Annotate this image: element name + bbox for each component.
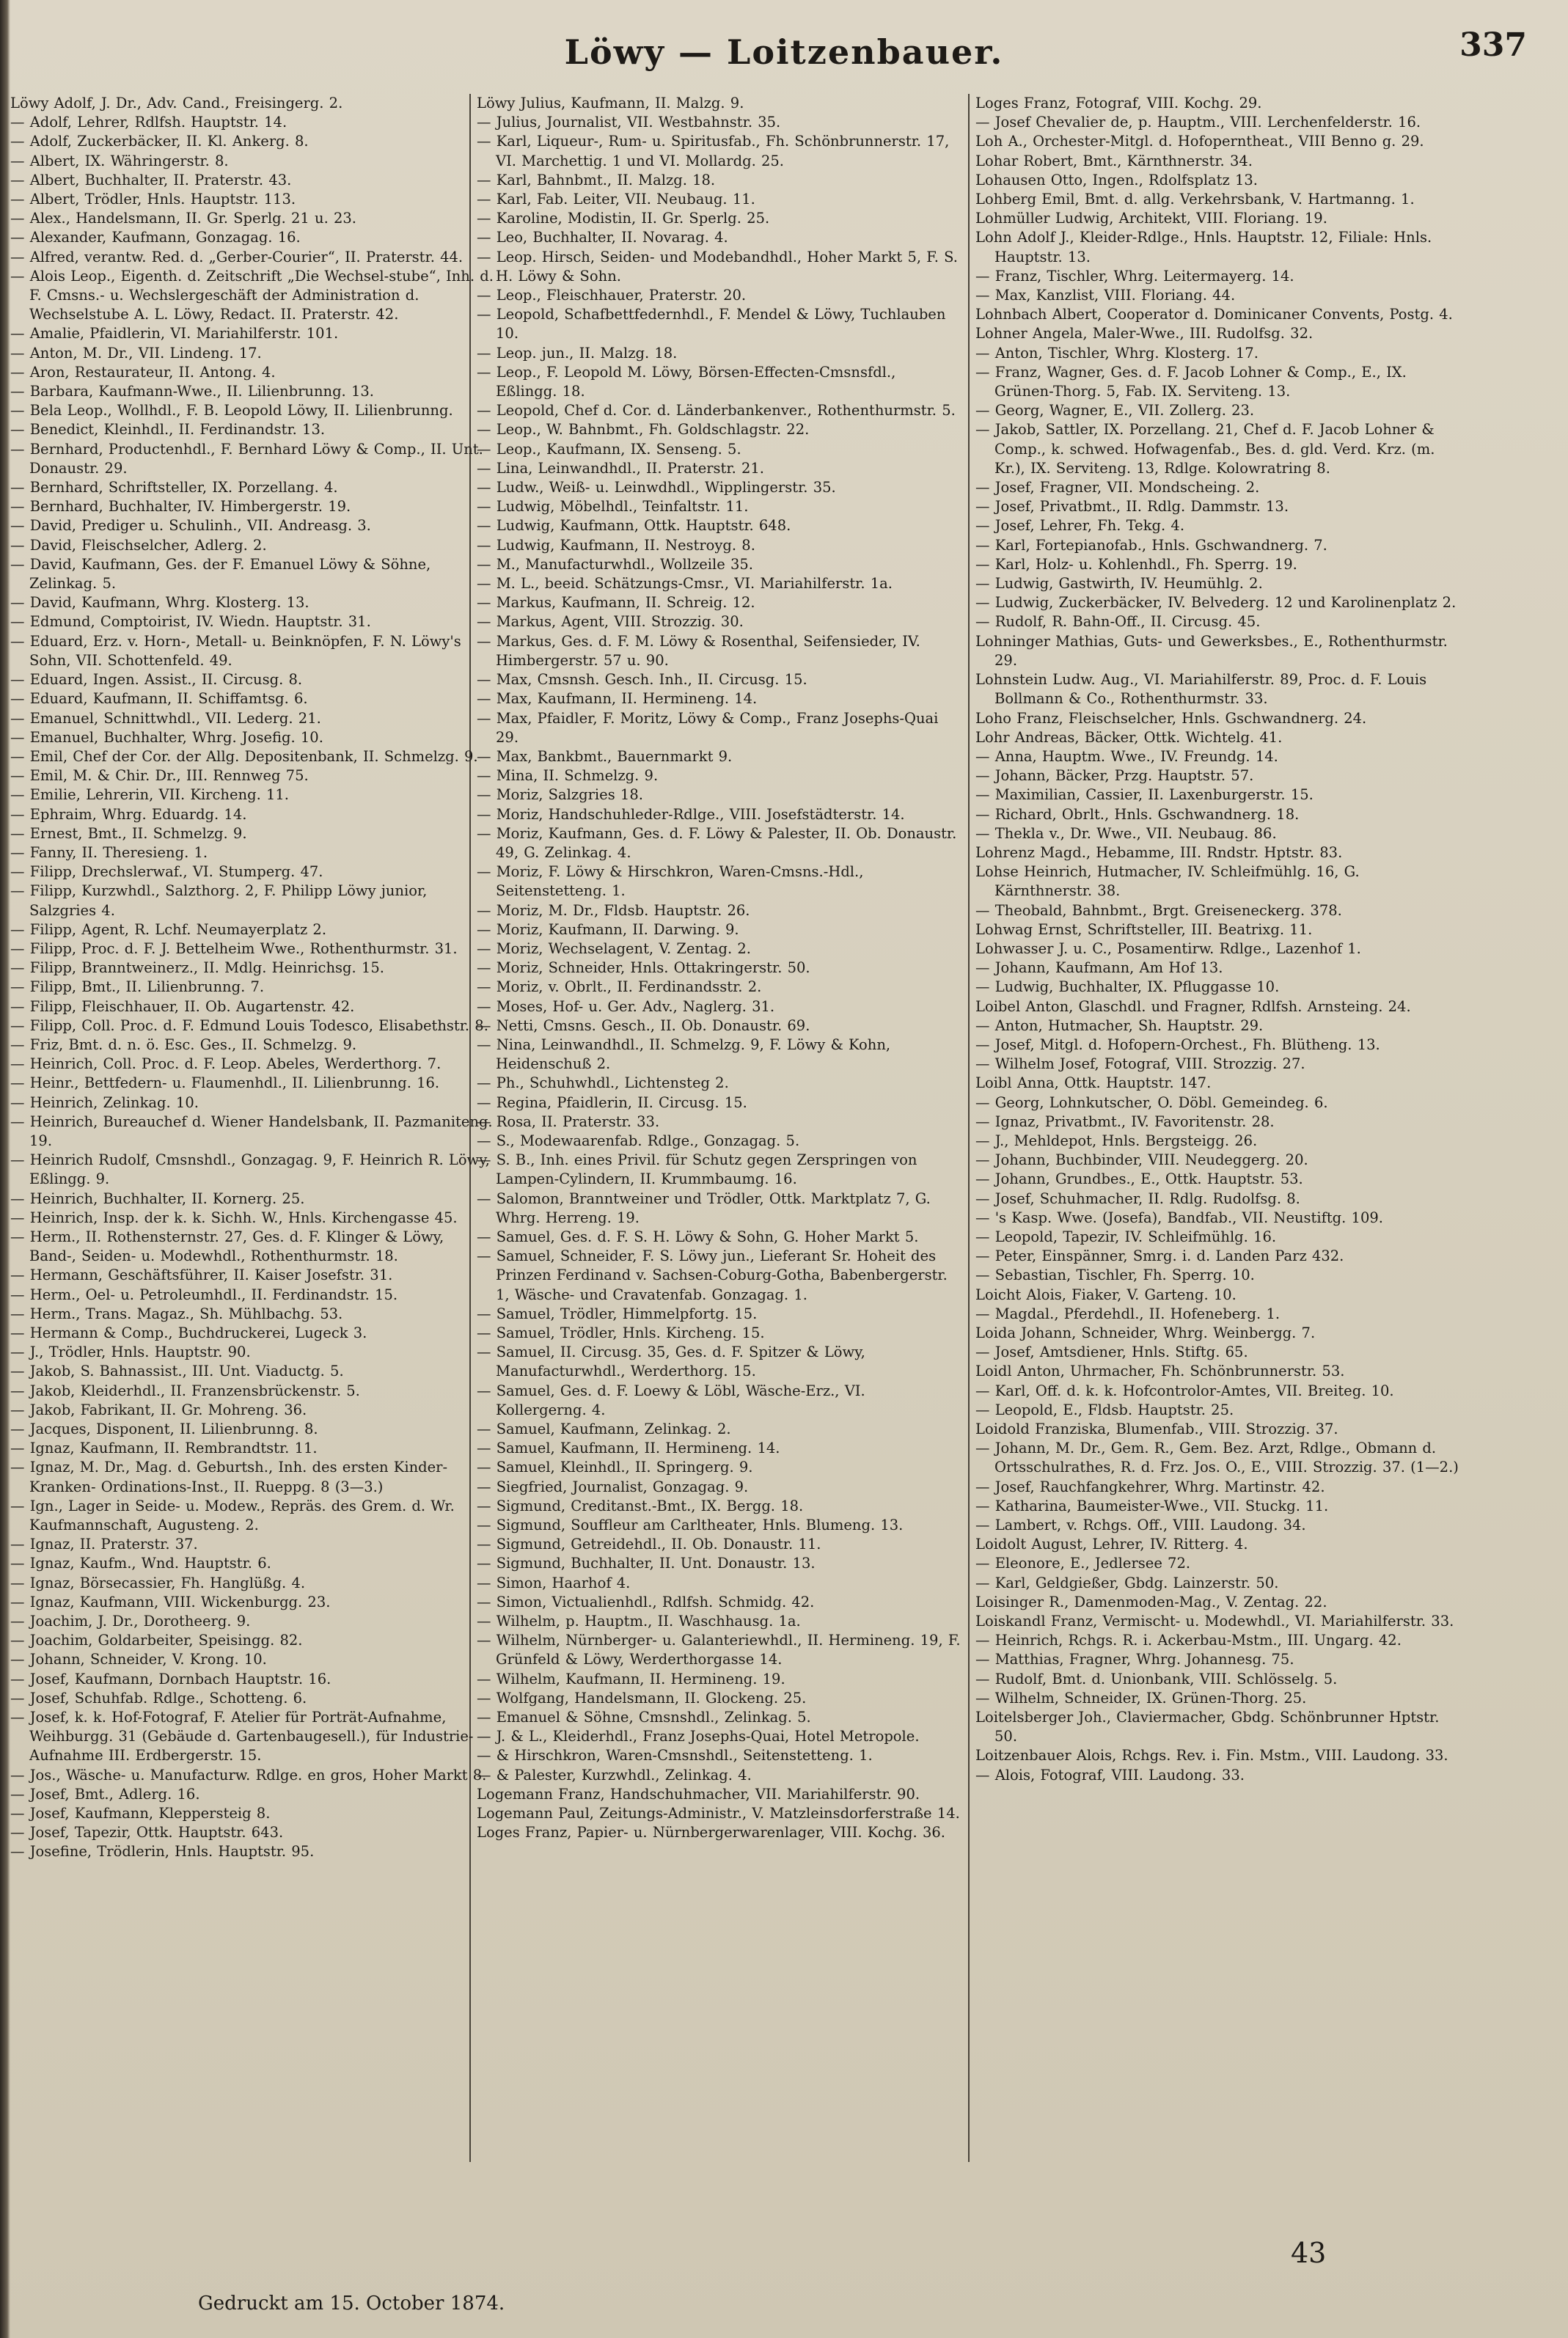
directory-entry: — Thekla v., Dr. Wwe., VII. Neubaug. 86. [975, 824, 1277, 842]
directory-entry: — Filipp, Branntweinerz., II. Mdlg. Heinrichsg. 15. [10, 959, 384, 977]
directory-entry: — Josef, Amtsdiener, Hnls. Stiftg. 65. [975, 1344, 1248, 1361]
directory-entry: — Bernhard, Schriftsteller, IX. Porzellang. 4. [10, 479, 338, 496]
directory-entry: — Franz, Tischler, Whrg. Leitermayerg. 14. [975, 267, 1294, 285]
directory-entry: — Samuel, Schneider, F. S. Löwy jun., Lieferant Sr. Hoheit des Prinzen Ferdinand v. Sachsen-Coburg-Gotha, Babenbergerstr. 1, Wäsche- und Cravatenfab. Gonzagag. 1. [477, 1247, 948, 1303]
directory-entry: — J., Mehldepot, Hnls. Bergsteigg. 26. [975, 1132, 1258, 1149]
directory-entry: — Johann, Schneider, V. Krong. 10. [10, 1651, 267, 1668]
directory-entry: — Anton, Tischler, Whrg. Klosterg. 17. [975, 344, 1259, 362]
directory-entry: Loidold Franziska, Blumenfab., VIII. Strozzig. 37. [975, 1421, 1338, 1438]
directory-entry: — Heinr., Bettfedern- u. Flaumenhdl., II. Lilienbrunng. 16. [10, 1074, 440, 1092]
directory-entry: — Hermann, Geschäftsführer, II. Kaiser Josefstr. 31. [10, 1267, 393, 1284]
directory-entry: — Josef, k. k. Hof-Fotograf, F. Atelier für Porträt-Aufnahme, Weihburgg. 31 (Gebäude d. Gartenbaugesell.), für Industrie-Aufnahme III. Erdbergerstr. 15. [10, 1709, 474, 1765]
directory-entry: — Samuel, Kaufmann, II. Hermineng. 14. [477, 1440, 780, 1457]
page-header [0, 26, 1568, 85]
directory-entry: — Samuel, Ges. d. F. Loewy & Löbl, Wäsche-Erz., VI. Kollergerng. 4. [477, 1382, 865, 1418]
directory-entry: — Josef, Kaufmann, Dornbach Hauptstr. 16. [10, 1670, 331, 1687]
directory-entry: — Alexander, Kaufmann, Gonzagag. 16. [10, 229, 301, 246]
directory-entry: — Katharina, Baumeister-Wwe., VII. Stuckg. 11. [975, 1497, 1329, 1514]
directory-entry: — Georg, Wagner, E., VII. Zollerg. 23. [975, 402, 1255, 419]
directory-entry: — Regina, Pfaidlerin, II. Circusg. 15. [477, 1093, 747, 1111]
directory-entry: — Max, Bankbmt., Bauernmarkt 9. [477, 747, 733, 765]
directory-entry: — J., Trödler, Hnls. Hauptstr. 90. [10, 1344, 251, 1361]
directory-entry: — Johann, Kaufmann, Am Hof 13. [975, 959, 1223, 977]
column-divider [968, 94, 970, 2162]
directory-entry: — Jakob, Sattler, IX. Porzellang. 21, Chef d. F. Jacob Lohner & Comp., k. schwed. Hofwagenfab., Bes. d. gld. Verd. Krz. (m. Kr.), IX. Serviteng. 13, Rdlge. Kolowratring 8. [975, 421, 1435, 477]
directory-entry: — Leop., Kaufmann, IX. Senseng. 5. [477, 440, 741, 458]
directory-entry: — Peter, Einspänner, Smrg. i. d. Landen Parz 432. [975, 1247, 1344, 1265]
directory-entry: — Herm., Trans. Magaz., Sh. Mühlbachg. 53. [10, 1305, 343, 1322]
directory-entry: — Karl, Holz- u. Kohlenhdl., Fh. Sperrg. 19. [975, 555, 1297, 573]
directory-entry: — Joachim, J. Dr., Dorotheerg. 9. [10, 1613, 251, 1630]
directory-entry: — Heinrich Rudolf, Cmsnshdl., Gonzagag. 9, F. Heinrich R. Löwy, Eßlingg. 9. [10, 1151, 490, 1188]
directory-entry: — Wilhelm, p. Hauptm., II. Waschhausg. 1a. [477, 1613, 801, 1630]
directory-entry: — Nina, Leinwandhdl., II. Schmelzg. 9, F. Löwy & Kohn, Heidenschuß 2. [477, 1036, 891, 1073]
directory-column-3 [975, 94, 1459, 2199]
directory-entry: — & Palester, Kurzwhdl., Zelinkag. 4. [477, 1766, 752, 1784]
directory-entry: — Emanuel & Söhne, Cmsnshdl., Zelinkag. 5. [477, 1709, 811, 1726]
directory-entry: — Mina, II. Schmelzg. 9. [477, 767, 659, 785]
directory-entry: — Edmund, Comptoirist, IV. Wiedn. Hauptstr. 31. [10, 613, 371, 631]
directory-entry: — Josef, Schuhmacher, II. Rdlg. Rudolfsg. 8. [975, 1190, 1300, 1207]
directory-entry: — M. L., beeid. Schätzungs-Cmsr., VI. Mariahilferstr. 1a. [477, 575, 893, 593]
directory-entry: — Theobald, Bahnbmt., Brgt. Greiseneckerg. 378. [975, 901, 1342, 919]
directory-entry: — Filipp, Proc. d. F. J. Bettelheim Wwe., Rothenthurmstr. 31. [10, 939, 458, 957]
directory-entry: — Josefine, Trödlerin, Hnls. Hauptstr. 95. [10, 1843, 315, 1861]
directory-entry: — Bernhard, Productenhdl., F. Bernhard Löwy & Comp., II. Unt. Donaustr. 29. [10, 440, 483, 477]
directory-entry: — Samuel, II. Circusg. 35, Ges. d. F. Spitzer & Löwy, Manufacturwhdl., Werderthorg. 15. [477, 1344, 865, 1380]
directory-entry: — Moriz, F. Löwy & Hirschkron, Waren-Cmsns.-Hdl., Seitenstetteng. 1. [477, 863, 864, 900]
directory-entry: — Albert, IX. Währingerstr. 8. [10, 152, 229, 169]
directory-entry: — Ludwig, Kaufmann, II. Nestroyg. 8. [477, 536, 755, 554]
directory-entry: — Eduard, Ingen. Assist., II. Circusg. 8. [10, 671, 303, 689]
directory-entry: — M., Manufacturwhdl., Wollzeile 35. [477, 555, 753, 573]
page-number: 337 [1459, 26, 1527, 64]
directory-entry: — Wilhelm, Nürnberger- u. Galanteriewhdl., II. Hermineng. 19, F. Grünfeld & Löwy, Werderthorgasse 14. [477, 1632, 961, 1668]
directory-entry: — Markus, Agent, VIII. Strozzig. 30. [477, 613, 744, 631]
directory-entry: — Leop., W. Bahnbmt., Fh. Goldschlagstr. 22. [477, 421, 810, 439]
directory-entry: — Sigmund, Creditanst.-Bmt., IX. Bergg. 18. [477, 1497, 804, 1514]
directory-entry: — Josef, Bmt., Adlerg. 16. [10, 1785, 200, 1803]
directory-entry: — Filipp, Bmt., II. Lilienbrunng. 7. [10, 978, 265, 996]
directory-entry: — J. & L., Kleiderhdl., Franz Josephs-Quai, Hotel Metropole. [477, 1728, 920, 1745]
directory-entry: — Johann, Grundbes., E., Ottk. Hauptstr. 53. [975, 1170, 1303, 1188]
directory-entry: — Salomon, Branntweiner und Trödler, Ottk. Marktplatz 7, G. Whrg. Herreng. 19. [477, 1190, 931, 1226]
directory-entry: — Josef, Kaufmann, Kleppersteig 8. [10, 1805, 271, 1822]
directory-entry: — Lambert, v. Rchgs. Off., VIII. Laudong. 34. [975, 1517, 1306, 1534]
directory-entry: — Alex., Handelsmann, II. Gr. Sperlg. 21 u. 23. [10, 210, 356, 227]
directory-entry: — Adolf, Lehrer, Rdlfsh. Hauptstr. 14. [10, 114, 287, 131]
directory-entry: — Hermann & Comp., Buchdruckerei, Lugeck 3. [10, 1324, 367, 1341]
directory-entry: Logemann Paul, Zeitungs-Administr., V. Matzleinsdorferstraße 14. [477, 1805, 960, 1822]
directory-entry: Loibl Anna, Ottk. Hauptstr. 147. [975, 1074, 1212, 1092]
directory-entry: Lohn Adolf J., Kleider-Rdlge., Hnls. Hauptstr. 12, Filiale: Hnls. Hauptstr. 13. [975, 229, 1432, 265]
directory-entry: — Jakob, Fabrikant, II. Gr. Mohreng. 36. [10, 1401, 307, 1418]
directory-entry: — Albert, Trödler, Hnls. Hauptstr. 113. [10, 191, 296, 208]
directory-entry: — Ludwig, Gastwirth, IV. Heumühlg. 2. [975, 575, 1263, 593]
directory-entry: — Josef, Rauchfangkehrer, Whrg. Martinstr. 42. [975, 1478, 1325, 1495]
directory-entry: — Karl, Bahnbmt., II. Malzg. 18. [477, 171, 716, 188]
directory-entry: — Ludwig, Kaufmann, Ottk. Hauptstr. 648. [477, 517, 791, 535]
directory-entry: — Barbara, Kaufmann-Wwe., II. Lilienbrunng. 13. [10, 383, 374, 400]
directory-entry: — Alois, Fotograf, VIII. Laudong. 33. [975, 1766, 1245, 1784]
directory-entry: — David, Kaufmann, Ges. der F. Emanuel Löwy & Söhne, Zelinkag. 5. [10, 555, 431, 593]
directory-entry: — Samuel, Trödler, Hnls. Kircheng. 15. [477, 1324, 765, 1341]
directory-entry: Lohrenz Magd., Hebamme, III. Rndstr. Hptstr. 83. [975, 843, 1343, 861]
directory-entry: Loisinger R., Damenmoden-Mag., V. Zentag. 22. [975, 1593, 1327, 1610]
directory-entry: — Franz, Wagner, Ges. d. F. Jacob Lohner & Comp., E., IX. Grünen-Thorg. 5, Fab. IX. Serviteng. 13. [975, 363, 1407, 400]
directory-entry: — Heinrich, Buchhalter, II. Kornerg. 25. [10, 1190, 305, 1207]
directory-entry: — Moriz, Wechselagent, V. Zentag. 2. [477, 939, 751, 957]
directory-entry: — Moriz, v. Obrlt., II. Ferdinandsstr. 2. [477, 978, 762, 996]
directory-entry: — Samuel, Trödler, Himmelpfortg. 15. [477, 1305, 758, 1322]
directory-entry: — Sigmund, Buchhalter, II. Unt. Donaustr. 13. [477, 1555, 816, 1572]
directory-entry: — Karoline, Modistin, II. Gr. Sperlg. 25. [477, 210, 770, 227]
directory-column-1 [10, 94, 494, 2199]
directory-entry: — Jacques, Disponent, II. Lilienbrunng. 8. [10, 1421, 318, 1438]
directory-entry: — Leopold, Schafbettfedernhdl., F. Mendel & Löwy, Tuchlauben 10. [477, 306, 946, 342]
directory-entry: Loges Franz, Papier- u. Nürnbergerwarenlager, VIII. Kochg. 36. [477, 1824, 945, 1842]
directory-entry: Loitzenbauer Alois, Rchgs. Rev. i. Fin. Mstm., VIII. Laudong. 33. [975, 1747, 1448, 1765]
directory-entry: — Max, Kanzlist, VIII. Floriang. 44. [975, 287, 1236, 304]
directory-entry: Löwy Adolf, J. Dr., Adv. Cand., Freisingerg. 2. [10, 95, 343, 111]
directory-entry: Loida Johann, Schneider, Whrg. Weinbergg. 7. [975, 1324, 1316, 1341]
directory-entry: — Joachim, Goldarbeiter, Speisingg. 82. [10, 1632, 303, 1649]
directory-entry: — Samuel, Kaufmann, Zelinkag. 2. [477, 1421, 731, 1438]
directory-entry: Lohmüller Ludwig, Architekt, VIII. Floriang. 19. [975, 210, 1327, 227]
directory-entry: Lohner Angela, Maler-Wwe., III. Rudolfsg. 32. [975, 325, 1314, 342]
directory-entry: — Albert, Buchhalter, II. Praterstr. 43. [10, 171, 292, 188]
directory-entry: — Karl, Fortepianofab., Hnls. Gschwandnerg. 7. [975, 536, 1327, 554]
directory-entry: — Josef, Privatbmt., II. Rdlg. Dammstr. 13. [975, 498, 1289, 516]
directory-entry: — Alfred, verantw. Red. d. „Gerber-Courier“, II. Praterstr. 44. [10, 248, 464, 265]
directory-entry: — Richard, Obrlt., Hnls. Gschwandnerg. 18. [975, 805, 1300, 823]
directory-entry: Lohar Robert, Bmt., Kärnthnerstr. 34. [975, 152, 1253, 169]
directory-entry: — Friz, Bmt. d. n. ö. Esc. Ges., II. Schmelzg. 9. [10, 1036, 357, 1053]
directory-entry: Loibel Anton, Glaschdl. und Fragner, Rdlfsh. Arnsteing. 24. [975, 997, 1411, 1015]
directory-entry: — David, Prediger u. Schulinh., VII. Andreasg. 3. [10, 517, 371, 535]
directory-entry: — Ernest, Bmt., II. Schmelzg. 9. [10, 824, 247, 842]
directory-entry: — Simon, Victualienhdl., Rdlfsh. Schmidg. 42. [477, 1593, 815, 1610]
directory-entry: Lohse Heinrich, Hutmacher, IV. Schleifmühlg. 16, G. Kärnthnerstr. 38. [975, 863, 1360, 900]
directory-entry: — Johann, Bäcker, Przg. Hauptstr. 57. [975, 767, 1254, 785]
directory-entry: — Heinrich, Insp. der k. k. Sichh. W., Hnls. Kirchengasse 45. [10, 1209, 458, 1226]
directory-entry: — Johann, M. Dr., Gem. R., Gem. Bez. Arzt, Rdlge., Obmann d. Ortsschulrathes, R. d. Frz. Jos. O., E., VIII. Strozzig. 37. (1—2.) [975, 1440, 1459, 1476]
directory-entry: Loho Franz, Fleischselcher, Hnls. Gschwandnerg. 24. [975, 709, 1367, 727]
directory-entry: — Georg, Lohnkutscher, O. Döbl. Gemeindeg. 6. [975, 1093, 1328, 1111]
directory-entry: — Siegfried, Journalist, Gonzagag. 9. [477, 1478, 749, 1495]
directory-entry: — Heinrich, Rchgs. R. i. Ackerbau-Mstm., III. Ungarg. 42. [975, 1632, 1402, 1649]
directory-entry: — Sigmund, Souffleur am Carltheater, Hnls. Blumeng. 13. [477, 1517, 904, 1534]
signature-mark: 43 [1291, 2237, 1327, 2269]
directory-entry: — Anna, Hauptm. Wwe., IV. Freundg. 14. [975, 747, 1278, 765]
directory-entry: — Markus, Kaufmann, II. Schreig. 12. [477, 594, 755, 612]
directory-entry: — Bernhard, Buchhalter, IV. Himbergerstr. 19. [10, 498, 351, 516]
directory-entry: — Ignaz, Kaufmann, VIII. Wickenburgg. 23. [10, 1593, 331, 1610]
directory-entry: — Heinrich, Zelinkag. 10. [10, 1093, 199, 1111]
directory-entry: Lohr Andreas, Bäcker, Ottk. Wichtelg. 41. [975, 728, 1283, 746]
directory-entry: — Leopold, Tapezir, IV. Schleifmühlg. 16. [975, 1228, 1277, 1245]
directory-entry: — David, Fleischselcher, Adlerg. 2. [10, 536, 267, 554]
directory-entry: — Leo, Buchhalter, II. Novarag. 4. [477, 229, 728, 246]
directory-entry: — Maximilian, Cassier, II. Laxenburgerstr. 15. [975, 786, 1314, 804]
directory-entry: — Ph., Schuhwhdl., Lichtensteg 2. [477, 1074, 729, 1092]
directory-entry: — Ignaz, II. Praterstr. 37. [10, 1536, 198, 1553]
directory-entry: — Moriz, Handschuhleder-Rdlge., VIII. Josefstädterstr. 14. [477, 805, 905, 823]
directory-entry: — Heinrich, Coll. Proc. d. F. Leop. Abeles, Werderthorg. 7. [10, 1055, 442, 1073]
directory-entry: — Karl, Liqueur-, Rum- u. Spiritusfab., Fh. Schönbrunnerstr. 17, VI. Marchettig. 1 und VI. Mollardg. 25. [477, 133, 950, 169]
directory-entry: — Ignaz, Kaufmann, II. Rembrandtstr. 11. [10, 1440, 318, 1457]
directory-entry: — Rosa, II. Praterstr. 33. [477, 1113, 660, 1130]
directory-entry: — Aron, Restaurateur, II. Antong. 4. [10, 363, 276, 381]
directory-entry: — Wilhelm Josef, Fotograf, VIII. Strozzig. 27. [975, 1055, 1305, 1073]
directory-entry: — Emilie, Lehrerin, VII. Kircheng. 11. [10, 786, 289, 804]
directory-entry: — David, Kaufmann, Whrg. Klosterg. 13. [10, 594, 309, 612]
directory-entry: — Sigmund, Getreidehdl., II. Ob. Donaustr. 11. [477, 1536, 821, 1553]
directory-entry: — Josef, Schuhfab. Rdlge., Schotteng. 6. [10, 1689, 307, 1707]
directory-entry: — Ephraim, Whrg. Eduardg. 14. [10, 805, 247, 823]
directory-entry: Lohberg Emil, Bmt. d. allg. Verkehrsbank, V. Hartmanng. 1. [975, 191, 1415, 208]
directory-entry: — Eduard, Kaufmann, II. Schiffamtsg. 6. [10, 690, 308, 708]
directory-entry: — Josef, Mitgl. d. Hofopern-Orchest., Fh. Blütheng. 13. [975, 1036, 1380, 1053]
directory-entry: — Moriz, M. Dr., Fldsb. Hauptstr. 26. [477, 901, 750, 919]
directory-entry: — Benedict, Kleinhdl., II. Ferdinandstr. 13. [10, 421, 326, 439]
directory-entry: Loges Franz, Fotograf, VIII. Kochg. 29. [975, 95, 1262, 111]
directory-entry: — Anton, Hutmacher, Sh. Hauptstr. 29. [975, 1016, 1264, 1034]
directory-entry: — Leopold, Chef d. Cor. d. Länderbankenver., Rothenthurmstr. 5. [477, 402, 956, 419]
directory-entry: — Ignaz, M. Dr., Mag. d. Geburtsh., Inh. des ersten Kinder-Kranken- Ordinations-Inst., II. Rueppg. 8 (3—3.) [10, 1459, 448, 1495]
directory-entry: Lohnstein Ludw. Aug., VI. Mariahilferstr. 89, Proc. d. F. Louis Bollmann & Co., Rothenthurmstr. 33. [975, 671, 1427, 708]
directory-column-2 [477, 94, 961, 2199]
directory-entry: Loicht Alois, Fiaker, V. Garteng. 10. [975, 1286, 1237, 1303]
directory-entry: — Moriz, Salzgries 18. [477, 786, 643, 804]
directory-entry: — Jakob, Kleiderhdl., II. Franzensbrückenstr. 5. [10, 1382, 360, 1399]
directory-entry: Lohwag Ernst, Schriftsteller, III. Beatrixg. 11. [975, 920, 1313, 938]
directory-entry: — Sebastian, Tischler, Fh. Sperrg. 10. [975, 1267, 1255, 1284]
directory-entry: — Emanuel, Schnittwhdl., VII. Lederg. 21. [10, 709, 321, 727]
directory-entry: — Ludwig, Möbelhdl., Teinfaltstr. 11. [477, 498, 749, 516]
directory-entry: — S. B., Inh. eines Privil. für Schutz gegen Zerspringen von Lampen-Cylindern, II. Krummbaumg. 16. [477, 1151, 917, 1188]
directory-entry: — Moriz, Kaufmann, II. Darwing. 9. [477, 920, 739, 938]
directory-entry: Loiskandl Franz, Vermischt- u. Modewhdl., VI. Mariahilferstr. 33. [975, 1613, 1454, 1630]
directory-entry: — Josef, Lehrer, Fh. Tekg. 4. [975, 517, 1185, 535]
directory-entry: — Ignaz, Börsecassier, Fh. Hanglüßg. 4. [10, 1574, 306, 1591]
directory-entry: — S., Modewaarenfab. Rdlge., Gonzagag. 5. [477, 1132, 800, 1149]
directory-entry: — Rudolf, R. Bahn-Off., II. Circusg. 45. [975, 613, 1261, 631]
directory-entry: Lohnbach Albert, Cooperator d. Dominicaner Convents, Postg. 4. [975, 306, 1453, 323]
directory-entry: — Josef Chevalier de, p. Hauptm., VIII. Lerchenfelderstr. 16. [975, 114, 1421, 131]
directory-entry: — Amalie, Pfaidlerin, VI. Mariahilferstr. 101. [10, 325, 339, 342]
print-date: Gedruckt am 15. October 1874. [198, 2293, 505, 2315]
directory-entry: — Karl, Fab. Leiter, VII. Neubaug. 11. [477, 191, 755, 208]
directory-entry: — Ignaz, Kaufm., Wnd. Hauptstr. 6. [10, 1555, 271, 1572]
directory-entry: — Filipp, Drechslerwaf., VI. Stumperg. 47. [10, 863, 323, 881]
directory-entry: Logemann Franz, Handschuhmacher, VII. Mariahilferstr. 90. [477, 1785, 920, 1803]
directory-entry: — Netti, Cmsns. Gesch., II. Ob. Donaustr. 69. [477, 1016, 810, 1034]
directory-entry: — Julius, Journalist, VII. Westbahnstr. 35. [477, 114, 781, 131]
directory-entry: — Moriz, Kaufmann, Ges. d. F. Löwy & Palester, II. Ob. Donaustr. 49, G. Zelinkag. 4. [477, 824, 957, 861]
directory-entry: — Adolf, Zuckerbäcker, II. Kl. Ankerg. 8. [10, 133, 309, 150]
directory-entry: — Josef, Fragner, VII. Mondscheing. 2. [975, 479, 1260, 496]
directory-entry: — Emil, M. & Chir. Dr., III. Rennweg 75. [10, 767, 309, 785]
directory-entry: — Johann, Buchbinder, VIII. Neudeggerg. 20. [975, 1151, 1308, 1169]
directory-entry: Lohausen Otto, Ingen., Rdolfsplatz 13. [975, 171, 1259, 188]
directory-entry: — Max, Pfaidler, F. Moritz, Löwy & Comp., Franz Josephs-Quai 29. [477, 709, 939, 746]
directory-entry: Lohwasser J. u. C., Posamentirw. Rdlge., Lazenhof 1. [975, 939, 1361, 957]
directory-entry: — Heinrich, Bureauchef d. Wiener Handelsbank, II. Pazmaniteng. 19. [10, 1113, 493, 1149]
directory-entry: Loidolt August, Lehrer, IV. Ritterg. 4. [975, 1536, 1248, 1553]
directory-entry: — Filipp, Agent, R. Lchf. Neumayerplatz 2. [10, 920, 327, 938]
directory-entry: Loitelsberger Joh., Claviermacher, Gbdg. Schönbrunner Hptstr. 50. [975, 1709, 1440, 1745]
directory-entry: — Emanuel, Buchhalter, Whrg. Josefig. 10. [10, 728, 323, 746]
directory-entry: Loidl Anton, Uhrmacher, Fh. Schönbrunnerstr. 53. [975, 1363, 1345, 1380]
directory-entry: — Leopold, E., Fldsb. Hauptstr. 25. [975, 1401, 1234, 1418]
directory-entry: — Herm., Oel- u. Petroleumhdl., II. Ferdinandstr. 15. [10, 1286, 398, 1303]
directory-entry: Lohninger Mathias, Guts- und Gewerksbes., E., Rothenthurmstr. 29. [975, 632, 1448, 669]
directory-entry: — Leop., F. Leopold M. Löwy, Börsen-Effecten-Cmsnsfdl., Eßlingg. 18. [477, 363, 896, 400]
directory-entry: — 's Kasp. Wwe. (Josefa), Bandfab., VII. Neustiftg. 109. [975, 1209, 1383, 1226]
directory-entry: — Anton, M. Dr., VII. Lindeng. 17. [10, 344, 262, 362]
binding-edge [0, 0, 10, 2338]
directory-entry: — Filipp, Fleischhauer, II. Ob. Augartenstr. 42. [10, 997, 355, 1015]
directory-entry: — Lina, Leinwandhdl., II. Praterstr. 21. [477, 459, 764, 477]
directory-entry: — Ignaz, Privatbmt., IV. Favoritenstr. 28. [975, 1113, 1275, 1130]
directory-entry: — Moses, Hof- u. Ger. Adv., Naglerg. 31. [477, 997, 775, 1015]
directory-entry: — Wilhelm, Kaufmann, II. Hermineng. 19. [477, 1670, 785, 1687]
directory-entry: Löwy Julius, Kaufmann, II. Malzg. 9. [477, 95, 744, 111]
directory-entry: — Leop. Hirsch, Seiden- und Modebandhdl., Hoher Markt 5, F. S. H. Löwy & Sohn. [477, 248, 958, 285]
directory-entry: — Karl, Geldgießer, Gbdg. Lainzerstr. 50. [975, 1574, 1279, 1591]
directory-entry: — & Hirschkron, Waren-Cmsnshdl., Seitenstetteng. 1. [477, 1747, 873, 1765]
directory-entry: — Max, Cmsnsh. Gesch. Inh., II. Circusg. 15. [477, 671, 807, 689]
directory-entry: — Magdal., Pferdehdl., II. Hofeneberg. 1. [975, 1305, 1281, 1322]
directory-entry: — Max, Kaufmann, II. Hermineng. 14. [477, 690, 758, 708]
directory-entry: — Eduard, Erz. v. Horn-, Metall- u. Beinknöpfen, F. N. Löwy's Sohn, VII. Schottenfeld. 49. [10, 632, 461, 669]
directory-entry: — Bela Leop., Wollhdl., F. B. Leopold Löwy, II. Lilienbrunng. [10, 402, 453, 419]
directory-entry: — Ign., Lager in Seide- u. Modew., Repräs. des Grem. d. Wr. Kaufmannschaft, Augusteng. 2. [10, 1497, 455, 1534]
directory-entry: — Ludwig, Zuckerbäcker, IV. Belvederg. 12 und Karolinenplatz 2. [975, 594, 1457, 612]
directory-entry: — Alois Leop., Eigenth. d. Zeitschrift „Die Wechsel-stube“, Inh. d. F. Cmsns.- u. Wechslergeschäft der Administration d. Wechselstube A. L. Löwy, Redact. II. Praterstr. 42. [10, 267, 494, 323]
directory-entry: — Markus, Ges. d. F. M. Löwy & Rosenthal, Seifensieder, IV. Himbergerstr. 57 u. 90. [477, 632, 920, 669]
directory-entry: — Fanny, II. Theresieng. 1. [10, 843, 208, 861]
directory-entry: — Herm., II. Rothensternstr. 27, Ges. d. F. Klinger & Löwy, Band-, Seiden- u. Modewhdl., Rothenthurmstr. 18. [10, 1228, 444, 1265]
page-title: Löwy — Loitzenbauer. [564, 32, 1004, 72]
directory-entry: — Ludw., Weiß- u. Leinwdhdl., Wipplingerstr. 35. [477, 479, 836, 496]
directory-entry: — Karl, Off. d. k. k. Hofcontrolor-Amtes, VII. Breiteg. 10. [975, 1382, 1394, 1399]
directory-entry: — Leop. jun., II. Malzg. 18. [477, 344, 678, 362]
directory-entry: — Ludwig, Buchhalter, IX. Pfluggasse 10. [975, 978, 1280, 996]
directory-entry: — Jos., Wäsche- u. Manufacturw. Rdlge. en gros, Hoher Markt 8. [10, 1766, 487, 1784]
directory-entry: — Leop., Fleischhauer, Praterstr. 20. [477, 287, 747, 304]
directory-entry: — Josef, Tapezir, Ottk. Hauptstr. 643. [10, 1824, 284, 1842]
directory-entry: — Filipp, Coll. Proc. d. F. Edmund Louis Todesco, Elisabethstr. 8. [10, 1016, 488, 1034]
directory-entry: — Rudolf, Bmt. d. Unionbank, VIII. Schlösselg. 5. [975, 1670, 1338, 1687]
directory-entry: — Moriz, Schneider, Hnls. Ottakringerstr. 50. [477, 959, 810, 977]
directory-entry: — Filipp, Kurzwhdl., Salzthorg. 2, F. Philipp Löwy junior, Salzgries 4. [10, 882, 428, 919]
directory-entry: — Eleonore, E., Jedlersee 72. [975, 1555, 1191, 1572]
directory-entry: — Emil, Chef der Cor. der Allg. Depositenbank, II. Schmelzg. 9. [10, 747, 478, 765]
directory-entry: Loh A., Orchester-Mitgl. d. Hofoperntheat., VIII Benno g. 29. [975, 133, 1424, 150]
directory-entry: — Wolfgang, Handelsmann, II. Glockeng. 25. [477, 1689, 807, 1707]
directory-entry: — Jakob, S. Bahnassist., III. Unt. Viaductg. 5. [10, 1363, 344, 1380]
directory-entry: — Simon, Haarhof 4. [477, 1574, 631, 1591]
directory-entry: — Wilhelm, Schneider, IX. Grünen-Thorg. 25. [975, 1689, 1307, 1707]
directory-entry: — Samuel, Kleinhdl., II. Springerg. 9. [477, 1459, 753, 1476]
directory-entry: — Matthias, Fragner, Whrg. Johannesg. 75. [975, 1651, 1294, 1668]
directory-entry: — Samuel, Ges. d. F. S. H. Löwy & Sohn, G. Hoher Markt 5. [477, 1228, 919, 1245]
